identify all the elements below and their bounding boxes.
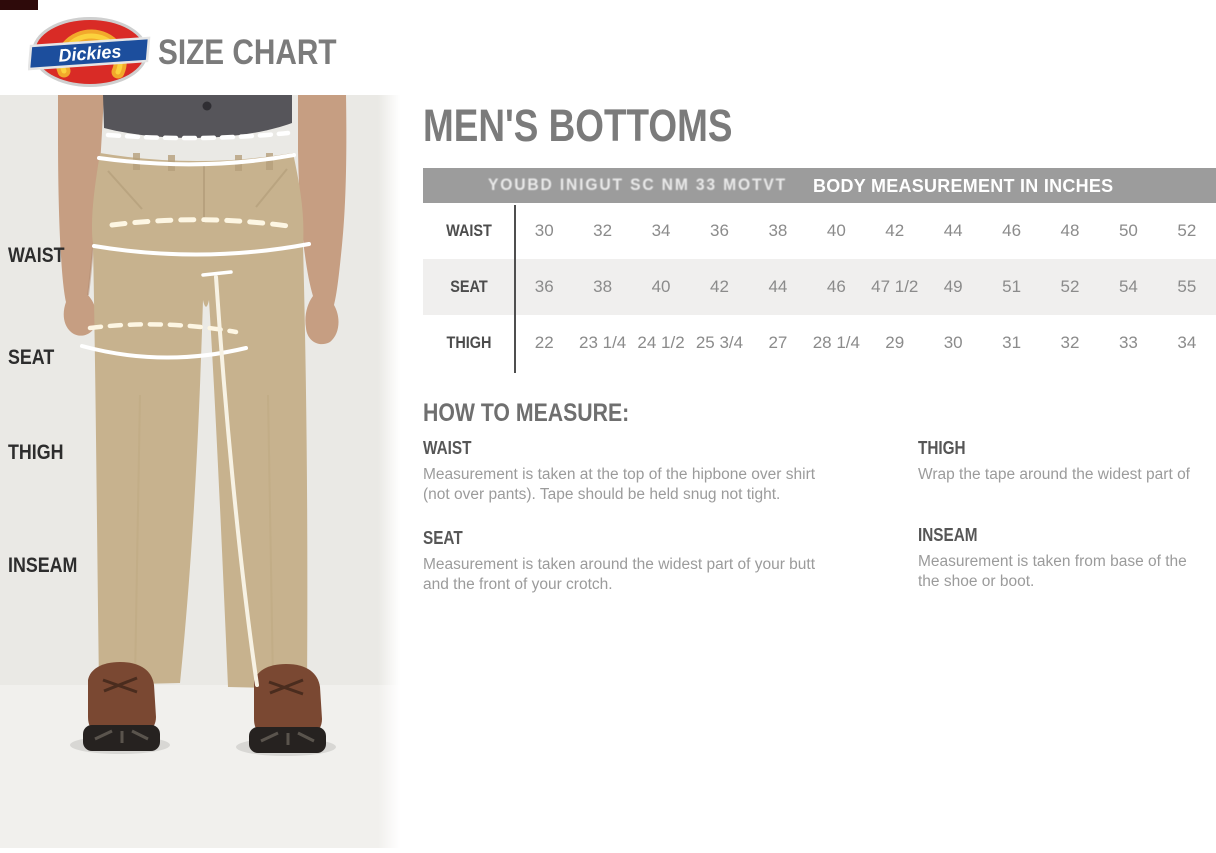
value-cell: 46 (1002, 221, 1022, 240)
value-cell: 33 (1118, 333, 1138, 352)
measure-label: WAIST (423, 438, 472, 458)
page-title: SIZE CHART (158, 33, 337, 72)
right-boot (249, 664, 326, 753)
value-cell: 36 (710, 221, 729, 240)
value-cell: 55 (1177, 277, 1197, 296)
value-cell: 23 1/4 (579, 333, 627, 352)
value-cell: 29 (885, 333, 905, 352)
value-cell: 28 1/4 (812, 333, 860, 352)
value-cell: 34 (1177, 333, 1197, 352)
value-cell: 42 (710, 277, 729, 296)
table-row-waist (423, 203, 1216, 259)
value-cell: 40 (826, 221, 846, 240)
value-cell: 34 (651, 221, 671, 240)
scan-artifact (0, 0, 38, 10)
figure-image (0, 95, 400, 848)
value-cell: 22 (534, 333, 554, 352)
dickies-logo (28, 13, 152, 91)
measure-text-line: the shoe or boot. (918, 573, 1035, 590)
value-cell: 44 (943, 221, 963, 240)
value-cell: 42 (885, 221, 905, 240)
brand-header (0, 0, 1216, 95)
value-cell: 40 (651, 277, 671, 296)
measure-label: INSEAM (918, 525, 978, 545)
row-label: SEAT (450, 277, 488, 296)
table-header-label: BODY MEASUREMENT IN INCHES (813, 175, 1114, 196)
table-divider (514, 205, 516, 373)
value-cell: 49 (943, 277, 963, 296)
model-photo (0, 95, 400, 848)
value-cell: 31 (1002, 333, 1022, 352)
value-cell: 32 (1060, 333, 1080, 352)
value-cell: 47 1/2 (871, 277, 919, 296)
figure-label-seat: SEAT (8, 346, 55, 369)
table-header-bar (423, 168, 1216, 203)
value-cell: 25 3/4 (695, 333, 744, 352)
value-cell: 44 (768, 277, 788, 296)
measure-label: SEAT (423, 528, 463, 548)
value-cell: 32 (593, 221, 613, 240)
watermark-text: YOUBD INIGUT SC NM 33 MOTVT (488, 175, 788, 194)
figure-label-waist: WAIST (8, 244, 65, 267)
measure-section-inseam (918, 525, 1187, 592)
value-cell: 38 (768, 221, 788, 240)
measure-text-line: Measurement is taken around the widest part of your butt (423, 556, 816, 573)
measure-text-line: Wrap the tape around the widest part of (918, 466, 1190, 483)
measure-section-waist (423, 438, 815, 505)
size-table (423, 168, 1216, 371)
table-row-thigh (423, 315, 1216, 371)
row-label: WAIST (446, 221, 492, 240)
measure-section-thigh (918, 438, 1190, 485)
measure-text-line: (not over pants). Tape should be held snug not tight. (423, 486, 781, 503)
measure-text-line: Measurement is taken at the top of the hipbone over shirt (423, 466, 816, 483)
figure-label-inseam: INSEAM (8, 554, 78, 577)
how-to-measure-title: HOW TO MEASURE: (423, 399, 630, 427)
section-title: MEN'S BOTTOMS (423, 100, 733, 151)
value-cell: 50 (1118, 221, 1138, 240)
value-cell: 52 (1177, 221, 1197, 240)
value-cell: 30 (943, 333, 963, 352)
measure-text-line: Measurement is taken from base of the (918, 553, 1187, 570)
value-cell: 27 (768, 333, 788, 352)
value-cell: 30 (534, 221, 554, 240)
measure-label: THIGH (918, 438, 966, 458)
value-cell: 38 (593, 277, 613, 296)
figure-label-thigh: THIGH (8, 441, 64, 464)
value-cell: 46 (826, 277, 846, 296)
shirt-button (203, 102, 212, 111)
logo-wordmark: Dickies (57, 41, 123, 66)
value-cell: 52 (1060, 277, 1080, 296)
measure-text-line: and the front of your crotch. (423, 576, 613, 593)
row-label: THIGH (446, 333, 492, 352)
value-cell: 54 (1118, 277, 1138, 296)
left-boot (83, 662, 160, 751)
table-row-seat (423, 259, 1216, 315)
value-cell: 51 (1002, 277, 1022, 296)
value-cell: 24 1/2 (637, 333, 685, 352)
measure-section-seat (423, 528, 815, 595)
value-cell: 36 (534, 277, 554, 296)
value-cell: 48 (1060, 221, 1080, 240)
